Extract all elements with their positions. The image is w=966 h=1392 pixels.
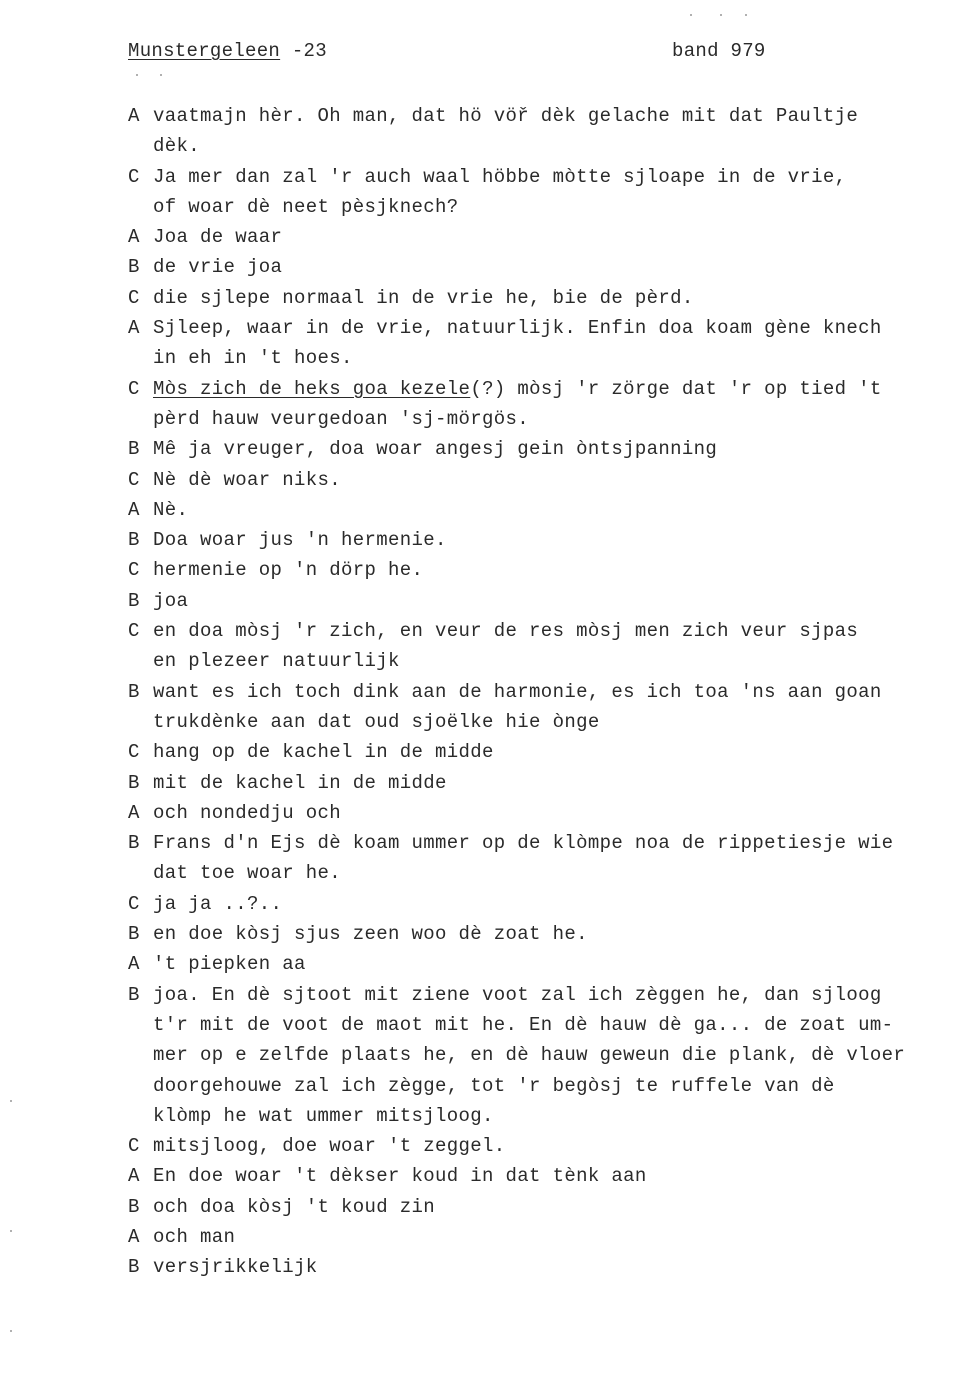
line-text: vaatmajn hèr. Oh man, dat hö vöř dèk gelache mit dat Paultje	[153, 105, 859, 127]
header-page-number: -23	[291, 40, 327, 62]
line-text: (?) mòsj 'r zörge dat 'r op tied 't	[470, 377, 882, 400]
line-text: klòmp he wat ummer mitsjloog.	[153, 1104, 494, 1127]
transcript-line	[128, 737, 958, 767]
transcript-line	[128, 434, 958, 464]
speaker-label: A	[128, 498, 140, 521]
speaker-label: C	[128, 741, 140, 764]
speaker-label: B	[128, 1256, 140, 1279]
line-text: hermenie op 'n dörp he.	[153, 559, 424, 582]
line-text: t'r mit de voot de maot mit he. En dè hauw dè ga... de zoat um-	[153, 1013, 894, 1036]
line-text: de vrie joa	[153, 256, 283, 279]
line-text: die sjlepe normaal in de vrie he, bie de pèrd.	[153, 286, 694, 309]
speaker-label: C	[128, 620, 140, 643]
transcript-line	[128, 919, 958, 949]
line-text: En doe woar 't dèkser koud in dat tènk aan	[153, 1165, 647, 1188]
speaker-label: C	[128, 468, 140, 491]
transcript-line	[128, 252, 958, 282]
transcript-line	[128, 1131, 958, 1161]
line-text: Doa woar jus 'n hermenie.	[153, 529, 447, 552]
transcript-line	[128, 192, 958, 222]
speaker-label: A	[128, 226, 140, 249]
transcript-line	[128, 1222, 958, 1252]
speaker-label: B	[128, 832, 140, 855]
transcript-line	[128, 222, 958, 252]
transcript-line	[128, 1192, 958, 1222]
transcript-line	[128, 1252, 958, 1282]
transcript-line	[128, 980, 958, 1010]
speaker-label: A	[128, 1225, 140, 1248]
speaker-label: C	[128, 1135, 140, 1158]
scan-speck	[10, 1230, 12, 1232]
transcript-line	[128, 283, 958, 313]
speaker-label: B	[128, 1195, 140, 1218]
transcript-line	[128, 495, 958, 525]
transcript-line	[128, 828, 958, 858]
transcript-line	[128, 313, 958, 343]
transcript-line	[128, 1040, 958, 1070]
speaker-label: A	[128, 801, 140, 824]
line-text: Ja mer dan zal 'r auch waal höbbe mòtte sjloape in de vrie,	[153, 165, 847, 188]
line-text: joa. En dè sjtoot mit ziene voot zal ich zèggen he, dan sjloog	[153, 983, 882, 1006]
transcript-line	[128, 343, 958, 373]
transcript-line	[128, 555, 958, 585]
transcript-line	[128, 404, 958, 434]
transcript-line	[128, 1071, 958, 1101]
transcript-line	[128, 586, 958, 616]
transcript-line	[128, 677, 958, 707]
line-text: dat toe woar he.	[153, 862, 342, 885]
header-place: Munstergeleen	[128, 40, 281, 62]
speaker-label: A	[128, 1165, 140, 1188]
line-text: trukdènke aan dat oud sjoëlke hie ònge	[153, 710, 600, 733]
line-text: en doe kòsj sjus zeen woo dè zoat he.	[153, 923, 588, 946]
transcript-line	[128, 949, 958, 979]
line-text: hang op de kachel in de midde	[153, 741, 494, 764]
transcript-line	[128, 1101, 958, 1131]
speaker-label: C	[128, 377, 140, 400]
scan-speck	[745, 14, 747, 16]
header-band: band 979	[672, 40, 766, 62]
line-text: joa	[153, 589, 189, 612]
line-text: dèk.	[153, 135, 201, 158]
transcript-line	[128, 101, 958, 131]
line-text: 't piepken aa	[153, 953, 306, 976]
scan-speck	[10, 1100, 12, 1102]
transcript-line	[128, 131, 958, 161]
transcript-line	[128, 616, 958, 646]
transcript-line	[128, 768, 958, 798]
line-text: mit de kachel in de midde	[153, 771, 447, 794]
line-text: Sjleep, waar in de vrie, natuurlijk. Enfin doa koam gène knech	[153, 317, 882, 340]
line-text: en plezeer natuurlijk	[153, 650, 400, 673]
transcript-body	[128, 101, 958, 1283]
speaker-label: B	[128, 589, 140, 612]
speaker-label: A	[128, 317, 140, 340]
line-text: Mê ja vreuger, doa woar angesj gein òntsjpanning	[153, 438, 718, 461]
line-text: en doa mòsj 'r zich, en veur de res mòsj men zich veur sjpas	[153, 620, 859, 643]
line-text: ja ja ..?..	[153, 892, 283, 915]
line-text: och man	[153, 1225, 236, 1248]
scan-speck	[160, 74, 162, 76]
line-text: pèrd hauw veurgedoan 'sj-mörgös.	[153, 407, 530, 430]
line-text: want es ich toch dink aan de harmonie, es ich toa 'ns aan goan	[153, 680, 882, 703]
scan-speck	[10, 1330, 12, 1332]
underlined-phrase: Mòs zich de heks goa kezele	[153, 377, 471, 400]
speaker-label: B	[128, 923, 140, 946]
transcript-line	[128, 858, 958, 888]
transcript-line	[128, 798, 958, 828]
line-text: och nondedju och	[153, 801, 342, 824]
speaker-label: A	[128, 105, 140, 127]
speaker-label: B	[128, 680, 140, 703]
scan-speck	[136, 74, 138, 76]
speaker-label: B	[128, 771, 140, 794]
transcript-line	[128, 646, 958, 676]
transcript-line	[128, 162, 958, 192]
line-text: och doa kòsj 't koud zin	[153, 1195, 436, 1218]
line-text: mer op e zelfde plaats he, en dè hauw geweun die plank, dè vloer	[153, 1044, 906, 1067]
scan-speck	[690, 14, 692, 16]
speaker-label: B	[128, 438, 140, 461]
transcript-line	[128, 525, 958, 555]
line-text: in eh in 't hoes.	[153, 347, 353, 370]
transcript-line	[128, 1010, 958, 1040]
speaker-label: A	[128, 953, 140, 976]
line-text: Frans d'n Ejs dè koam ummer op de klòmpe noa de rippetiesje wie	[153, 832, 894, 855]
page-header-left	[128, 40, 327, 62]
speaker-label: B	[128, 256, 140, 279]
line-text: of woar dè neet pèsjknech?	[153, 195, 459, 218]
line-text: Nè.	[153, 498, 189, 521]
transcript-line	[128, 707, 958, 737]
transcript-line	[128, 889, 958, 919]
speaker-label: C	[128, 559, 140, 582]
line-text: Nè dè woar niks.	[153, 468, 342, 491]
speaker-label: B	[128, 983, 140, 1006]
transcript-line	[128, 465, 958, 495]
speaker-label: C	[128, 165, 140, 188]
speaker-label: C	[128, 892, 140, 915]
line-text: doorgehouwe zal ich zègge, tot 'r begòsj te ruffele van dè	[153, 1074, 835, 1097]
line-text: versjrikkelijk	[153, 1256, 318, 1279]
scan-speck	[720, 14, 722, 16]
transcript-line	[128, 374, 958, 404]
transcript-line	[128, 1161, 958, 1191]
line-text: Joa de waar	[153, 226, 283, 249]
speaker-label: B	[128, 529, 140, 552]
line-text: mitsjloog, doe woar 't zeggel.	[153, 1135, 506, 1158]
speaker-label: C	[128, 286, 140, 309]
